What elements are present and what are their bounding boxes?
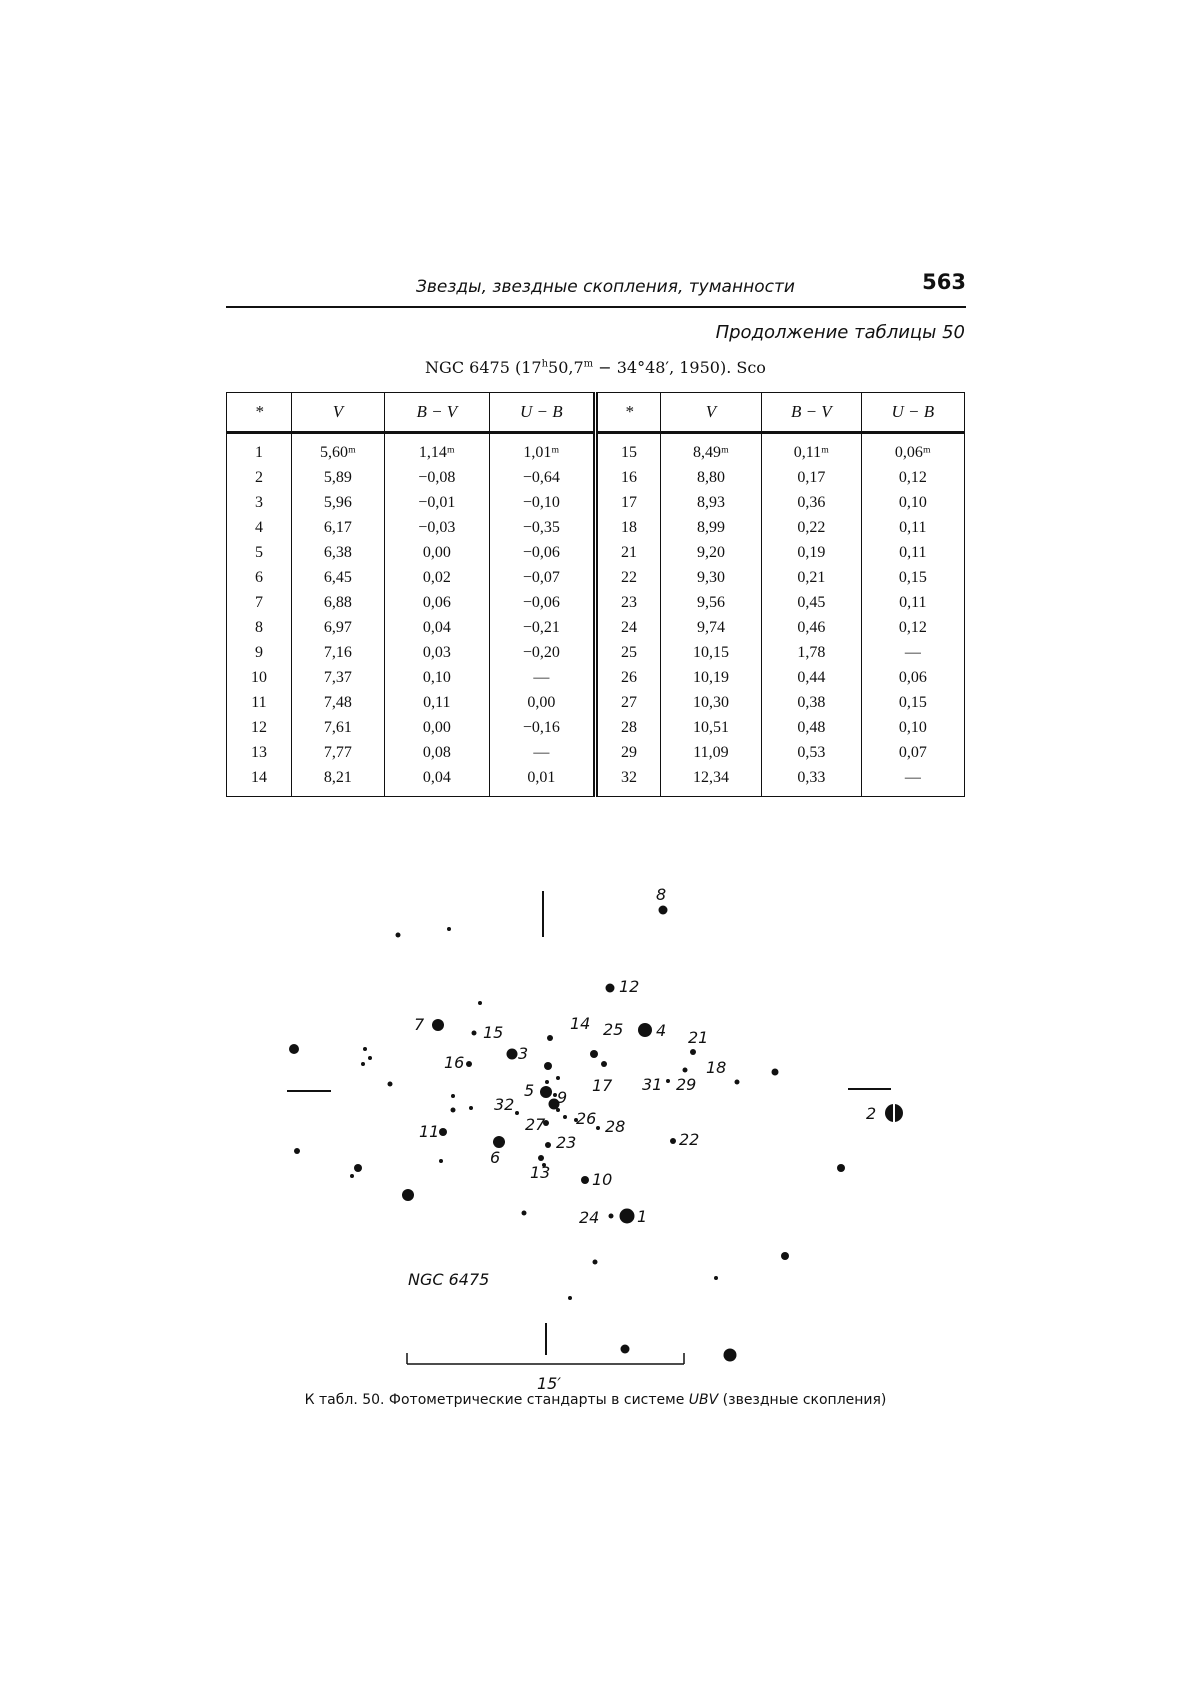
star-label: 12 [619,977,640,996]
star-label: 1 [637,1207,648,1226]
star-dot [590,1050,598,1058]
star-label: 3 [518,1044,529,1063]
cell-b-v-index-left: −0,08 [384,465,489,490]
star-dot [601,1061,607,1067]
cell-v-magnitude-left: 7,37 [291,665,384,690]
star-label: 6 [490,1148,501,1167]
cell-star-number-right: 25 [595,640,660,665]
star-dot [606,984,615,993]
cell-b-v-index-right: 0,48 [762,715,862,740]
right-ascension-minutes: 50,7 [548,358,584,377]
cell-u-b-index-left: −0,20 [489,640,595,665]
cell-b-v-index-left: 0,00 [384,540,489,565]
cell-b-v-index-left: 0,04 [384,765,489,797]
cell-u-b-index-right: 0,12 [861,615,964,640]
star-dot [683,1068,688,1073]
cell-u-b-index-left: 1,01ᵐ [489,433,595,466]
star-dot [522,1211,527,1216]
cell-u-b-index-left: −0,35 [489,515,595,540]
star-dot [666,1079,670,1083]
star-dot [581,1176,589,1184]
column-header-star-right: * [595,393,660,433]
figure-caption [0,1392,1191,1408]
cell-v-magnitude-right: 9,30 [660,565,761,590]
cell-star-number-right: 32 [595,765,660,797]
right-ascension-hours: 17 [521,358,542,377]
column-header-u-b-right: U − B [861,393,964,433]
star-dot [638,1023,652,1037]
star-dot [772,1069,779,1076]
star-label: 31 [642,1075,663,1094]
star-dot [451,1108,456,1113]
cell-b-v-index-left: 0,04 [384,615,489,640]
cell-b-v-index-left: −0,01 [384,490,489,515]
running-title: Звезды, звездные скопления, туманности [416,277,795,297]
cell-b-v-index-right: 0,46 [762,615,862,640]
cell-v-magnitude-left: 5,96 [291,490,384,515]
star-dot [547,1035,553,1041]
cell-b-v-index-right: 0,44 [762,665,862,690]
cell-b-v-index-left: 0,06 [384,590,489,615]
star-dot [556,1108,560,1112]
cell-u-b-index-right: — [861,765,964,797]
cell-star-number-left: 13 [227,740,292,765]
cell-b-v-index-right: 0,38 [762,690,862,715]
cell-b-v-index-left: 1,14ᵐ [384,433,489,466]
cell-v-magnitude-left: 7,77 [291,740,384,765]
star-2-symbol [885,1103,903,1123]
cell-u-b-index-right: 0,11 [861,590,964,615]
cell-u-b-index-left: −0,06 [489,590,595,615]
cell-v-magnitude-right: 10,51 [660,715,761,740]
star-dot [363,1047,367,1051]
cell-b-v-index-left: 0,03 [384,640,489,665]
cell-u-b-index-left: −0,10 [489,490,595,515]
cell-v-magnitude-left: 6,45 [291,565,384,590]
cell-v-magnitude-right: 10,15 [660,640,761,665]
cell-b-v-index-left: −0,03 [384,515,489,540]
table-caption: NGC 6475 (17$^h$50,7$^m$ − 34°48′, 1950). Sco [425,358,766,377]
cell-v-magnitude-left: 6,88 [291,590,384,615]
star-dot [294,1148,300,1154]
star-label: 13 [530,1163,551,1182]
cluster-label: NGC 6475 [408,1270,490,1289]
cell-u-b-index-left: −0,07 [489,565,595,590]
figure-caption-prefix: К табл. 50. Фотометрические стандарты в системе [304,1392,685,1408]
star-dot [538,1155,544,1161]
star-dot [724,1349,737,1362]
cell-star-number-left: 8 [227,615,292,640]
constellation: Sco [736,358,766,377]
star-dot [563,1115,567,1119]
cell-v-magnitude-left: 8,21 [291,765,384,797]
cell-v-magnitude-right: 8,80 [660,465,761,490]
cell-star-number-right: 22 [595,565,660,590]
star-dot [472,1031,477,1036]
cell-b-v-index-right: 0,33 [762,765,862,797]
cell-star-number-right: 26 [595,665,660,690]
declination: − 34°48′ [598,358,670,377]
star-dot [545,1080,549,1084]
cell-star-number-right: 29 [595,740,660,765]
star-label: 8 [656,885,667,904]
star-label: 11 [419,1122,440,1141]
star-dot [781,1252,789,1260]
star-dot [402,1189,414,1201]
star-dot [659,906,668,915]
cell-b-v-index-right: 0,53 [762,740,862,765]
star-label: 25 [603,1020,624,1039]
star-dot [478,1001,482,1005]
star-label: 4 [656,1021,667,1040]
star-dot [289,1044,299,1054]
star-dot [568,1296,572,1300]
star-label: 28 [605,1117,626,1136]
cell-v-magnitude-right: 8,99 [660,515,761,540]
column-header-v-left: V [291,393,384,433]
cell-v-magnitude-left: 6,97 [291,615,384,640]
cell-b-v-index-right: 0,17 [762,465,862,490]
star-label: 32 [494,1095,515,1114]
cell-v-magnitude-left: 7,61 [291,715,384,740]
cell-v-magnitude-right: 9,20 [660,540,761,565]
cell-v-magnitude-left: 7,16 [291,640,384,665]
cell-u-b-index-left: 0,00 [489,690,595,715]
star-label: 29 [676,1075,697,1094]
cell-star-number-right: 28 [595,715,660,740]
star-label: 16 [444,1053,465,1072]
cell-v-magnitude-left: 7,48 [291,690,384,715]
scale-label: 15′ [537,1374,561,1393]
cell-v-magnitude-right: 10,19 [660,665,761,690]
cell-star-number-left: 9 [227,640,292,665]
cell-star-number-right: 21 [595,540,660,565]
star-dot [439,1128,447,1136]
cell-star-number-left: 1 [227,433,292,466]
cell-u-b-index-left: −0,64 [489,465,595,490]
cell-u-b-index-right: 0,15 [861,565,964,590]
star-label: 17 [592,1076,613,1095]
star-label: 26 [576,1109,597,1128]
cell-b-v-index-left: 0,11 [384,690,489,715]
cell-u-b-index-left: — [489,665,595,690]
cell-v-magnitude-right: 9,74 [660,615,761,640]
cell-b-v-index-right: 0,21 [762,565,862,590]
star-label: 2 [866,1104,877,1123]
star-label: 14 [570,1014,591,1033]
star-dot [515,1111,519,1115]
cell-star-number-left: 10 [227,665,292,690]
star-dot [621,1345,630,1354]
cell-star-number-left: 3 [227,490,292,515]
star-label: 21 [688,1028,709,1047]
cell-b-v-index-left: 0,00 [384,715,489,740]
column-header-star-left: * [227,393,292,433]
cell-star-number-left: 5 [227,540,292,565]
star-dot [545,1142,551,1148]
cell-b-v-index-left: 0,08 [384,740,489,765]
cell-u-b-index-left: −0,21 [489,615,595,640]
star-dot [439,1159,443,1163]
cell-star-number-left: 14 [227,765,292,797]
cell-v-magnitude-right: 8,93 [660,490,761,515]
star-label: 5 [524,1081,535,1100]
star-dot [670,1138,676,1144]
cell-star-number-left: 12 [227,715,292,740]
cell-b-v-index-left: 0,02 [384,565,489,590]
cell-star-number-right: 17 [595,490,660,515]
star-label: 27 [525,1115,546,1134]
cell-v-magnitude-left: 5,89 [291,465,384,490]
cell-star-number-right: 18 [595,515,660,540]
cell-star-number-left: 7 [227,590,292,615]
cell-u-b-index-right: 0,06ᵐ [861,433,964,466]
star-dot [837,1164,845,1172]
cell-u-b-index-right: 0,07 [861,740,964,765]
star-dot [556,1076,560,1080]
cell-u-b-index-left: −0,06 [489,540,595,565]
star-dot [466,1061,472,1067]
cell-v-magnitude-left: 6,17 [291,515,384,540]
cell-v-magnitude-right: 10,30 [660,690,761,715]
cell-v-magnitude-right: 9,56 [660,590,761,615]
cell-u-b-index-right: 0,11 [861,540,964,565]
star-dot [544,1062,552,1070]
cell-u-b-index-left: 0,01 [489,765,595,797]
star-dot [714,1276,718,1280]
star-label: 22 [679,1130,700,1149]
star-label: 10 [592,1170,613,1189]
star-label: 18 [706,1058,727,1077]
star-dot [469,1106,473,1110]
cell-star-number-right: 27 [595,690,660,715]
star-dot [596,1126,600,1130]
star-dot [735,1080,740,1085]
cell-v-magnitude-left: 5,60ᵐ [291,433,384,466]
cell-u-b-index-right: 0,06 [861,665,964,690]
cell-u-b-index-right: 0,10 [861,490,964,515]
cell-star-number-left: 2 [227,465,292,490]
cell-u-b-index-left: −0,16 [489,715,595,740]
star-label: 7 [414,1015,425,1034]
star-dot [388,1082,393,1087]
cell-star-number-right: 23 [595,590,660,615]
cell-star-number-right: 16 [595,465,660,490]
star-dot [493,1136,505,1148]
cell-star-number-left: 4 [227,515,292,540]
cell-v-magnitude-right: 12,34 [660,765,761,797]
star-dot [432,1019,444,1031]
star-dot [350,1174,354,1178]
star-labels [414,885,876,1227]
cell-b-v-index-right: 0,45 [762,590,862,615]
star-dot [396,933,401,938]
cell-u-b-index-right: 0,12 [861,465,964,490]
star-dot [447,927,451,931]
cell-u-b-index-right: — [861,640,964,665]
star-dot [451,1094,455,1098]
star-dot [593,1260,598,1265]
cell-b-v-index-right: 0,19 [762,540,862,565]
cell-u-b-index-right: 0,11 [861,515,964,540]
cell-u-b-index-right: 0,10 [861,715,964,740]
column-header-u-b-left: U − B [489,393,595,433]
cell-star-number-left: 6 [227,565,292,590]
cell-b-v-index-right: 0,22 [762,515,862,540]
cell-v-magnitude-left: 6,38 [291,540,384,565]
cell-b-v-index-right: 1,78 [762,640,862,665]
star-dot [609,1214,614,1219]
star-dot [361,1062,365,1066]
star-label: 9 [557,1088,568,1107]
cell-b-v-index-right: 0,11ᵐ [762,433,862,466]
star-dot [690,1049,696,1055]
figure-caption-system: UBV [688,1392,719,1408]
epoch: 1950 [679,358,720,377]
cell-star-number-left: 11 [227,690,292,715]
star-dot [507,1049,518,1060]
star-dot [354,1164,362,1172]
cell-u-b-index-right: 0,15 [861,690,964,715]
star-dot [620,1209,635,1224]
cluster-name: NGC 6475 [425,358,510,377]
star-label: 24 [579,1208,600,1227]
column-header-b-v-right: B − V [762,393,862,433]
cell-star-number-right: 15 [595,433,660,466]
column-header-b-v-left: B − V [384,393,489,433]
cell-v-magnitude-right: 8,49ᵐ [660,433,761,466]
star-dot [540,1086,552,1098]
cell-b-v-index-right: 0,36 [762,490,862,515]
cell-v-magnitude-right: 11,09 [660,740,761,765]
cell-b-v-index-left: 0,10 [384,665,489,690]
cell-star-number-right: 24 [595,615,660,640]
cell-u-b-index-left: — [489,740,595,765]
star-label: 15 [483,1023,504,1042]
star-dots [289,906,902,1362]
table-continuation-label: Продолжение таблицы 50 [715,322,965,343]
star-label: 23 [556,1133,577,1152]
page-number: 563 [922,270,966,294]
star-dot [368,1056,372,1060]
column-header-v-right: V [660,393,761,433]
figure-caption-suffix: (звездные скопления) [722,1392,887,1408]
